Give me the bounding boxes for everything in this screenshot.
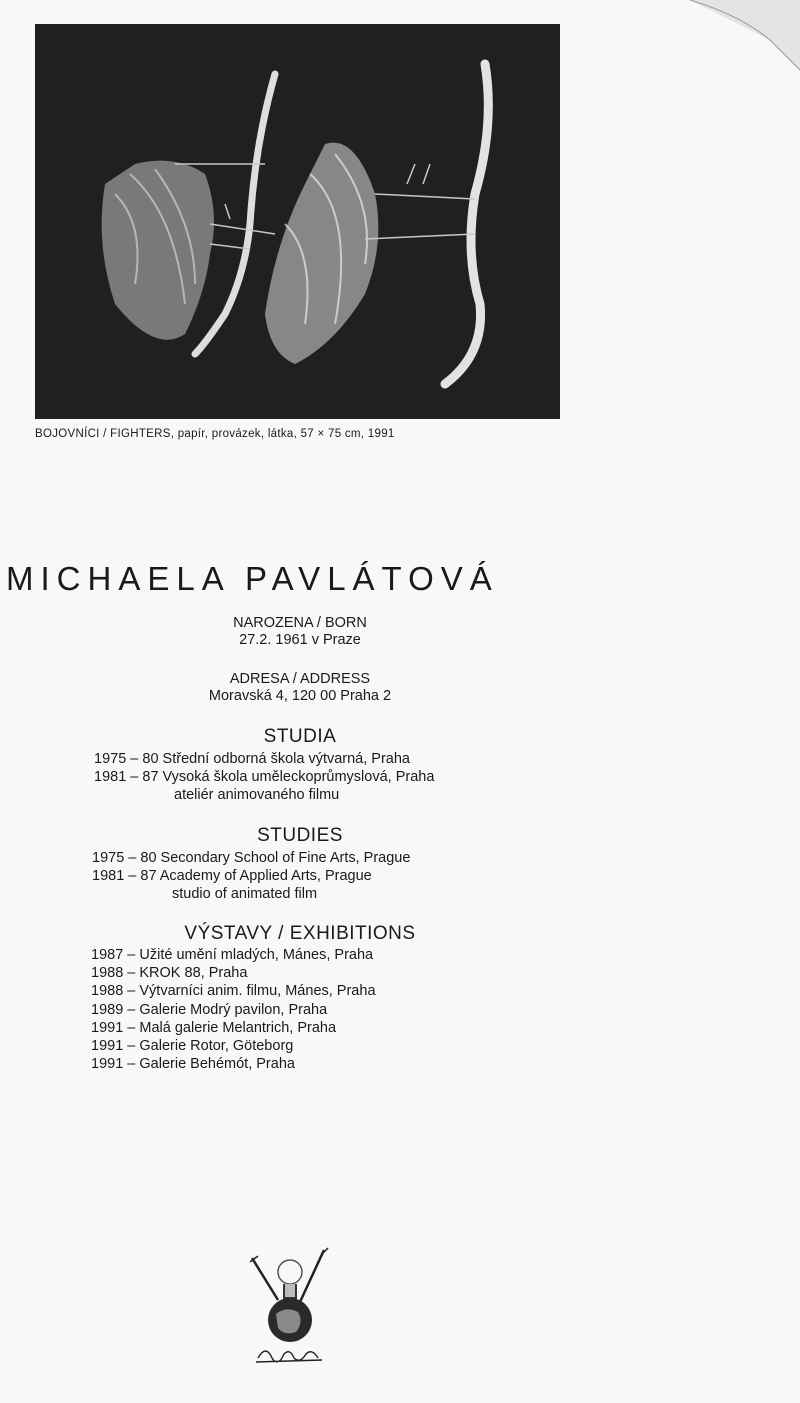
list-item: 1991 – Galerie Behémót, Praha bbox=[91, 1056, 295, 1073]
born-section bbox=[100, 615, 500, 649]
exhibitions-heading: VÝSTAVY / EXHIBITIONS bbox=[184, 923, 416, 944]
studia-years: 1975 – 80 bbox=[94, 751, 159, 767]
exhibition-year: 1987 bbox=[91, 947, 124, 963]
address-value: Moravská 4, 120 00 Praha 2 bbox=[208, 688, 392, 704]
studies-years: 1975 – 80 bbox=[92, 850, 157, 866]
exhibition-title: Galerie Modrý pavilon, Praha bbox=[139, 1001, 328, 1018]
exhibition-title: Výtvarníci anim. filmu, Mánes, Praha bbox=[139, 983, 376, 1000]
list-item: 1987 – Užité umění mladých, Mánes, Praha bbox=[91, 947, 374, 963]
exhibition-title: Malá galerie Melantrich, Praha bbox=[139, 1019, 337, 1036]
list-item: 1989 – Galerie Modrý pavilon, Praha bbox=[91, 1001, 328, 1018]
exhibition-year: 1989 bbox=[91, 1001, 124, 1018]
exhibition-year: 1988 bbox=[91, 983, 124, 1000]
studia-school: Střední odborná škola výtvarná, Praha bbox=[162, 751, 410, 767]
studies-years: 1981 – 87 bbox=[92, 868, 157, 885]
list-item: 1991 – Malá galerie Melantrich, Praha bbox=[91, 1019, 337, 1036]
exhibition-title: Galerie Rotor, Göteborg bbox=[139, 1038, 294, 1055]
list-item: 1991 – Galerie Rotor, Göteborg bbox=[91, 1038, 294, 1055]
list-item bbox=[92, 867, 410, 885]
studia-note: ateliér animovaného filmu bbox=[174, 787, 340, 804]
studia-years: 1981 – 87 bbox=[94, 769, 159, 786]
exhibition-title: Užité umění mladých, Mánes, Praha bbox=[139, 947, 374, 963]
artist-name: MICHAELA PAVLÁTOVÁ bbox=[6, 560, 499, 597]
publisher-logo bbox=[238, 1240, 338, 1380]
artwork-photo bbox=[35, 24, 560, 419]
artwork-caption: BOJOVNÍCI / FIGHTERS, papír, provázek, látka, 57 × 75 cm, 1991 bbox=[35, 428, 395, 440]
exhibition-title: KROK 88, Praha bbox=[139, 965, 248, 982]
paper-fold-corner bbox=[580, 0, 800, 80]
studies-note: studio of animated film bbox=[172, 886, 318, 903]
address-section bbox=[100, 671, 500, 705]
list-item bbox=[94, 768, 434, 786]
studia-heading: STUDIA bbox=[263, 726, 337, 747]
exhibition-year: 1991 bbox=[91, 1056, 124, 1073]
born-value: 27.2. 1961 v Praze bbox=[239, 632, 361, 648]
exhibitions-list bbox=[91, 946, 376, 1073]
list-item bbox=[92, 849, 410, 867]
studies-school: Secondary School of Fine Arts, Prague bbox=[160, 850, 411, 866]
studies-school: Academy of Applied Arts, Prague bbox=[159, 868, 372, 885]
list-item: 1988 – KROK 88, Praha bbox=[91, 965, 248, 982]
studia-school: Vysoká škola uměleckoprůmyslová, Praha bbox=[162, 769, 435, 786]
born-label: NAROZENA / BORN bbox=[233, 615, 367, 631]
studies-heading: STUDIES bbox=[257, 825, 343, 846]
exhibition-year: 1991 bbox=[91, 1038, 124, 1055]
studia-list bbox=[94, 750, 434, 805]
exhibition-title: Galerie Behémót, Praha bbox=[139, 1056, 295, 1073]
list-item: 1988 – Výtvarníci anim. filmu, Mánes, Praha bbox=[91, 983, 376, 1000]
list-item bbox=[94, 750, 434, 768]
studies-list bbox=[92, 849, 410, 904]
exhibition-year: 1988 bbox=[91, 965, 124, 982]
address-label: ADRESA / ADDRESS bbox=[229, 671, 371, 687]
exhibition-year: 1991 bbox=[91, 1019, 124, 1036]
